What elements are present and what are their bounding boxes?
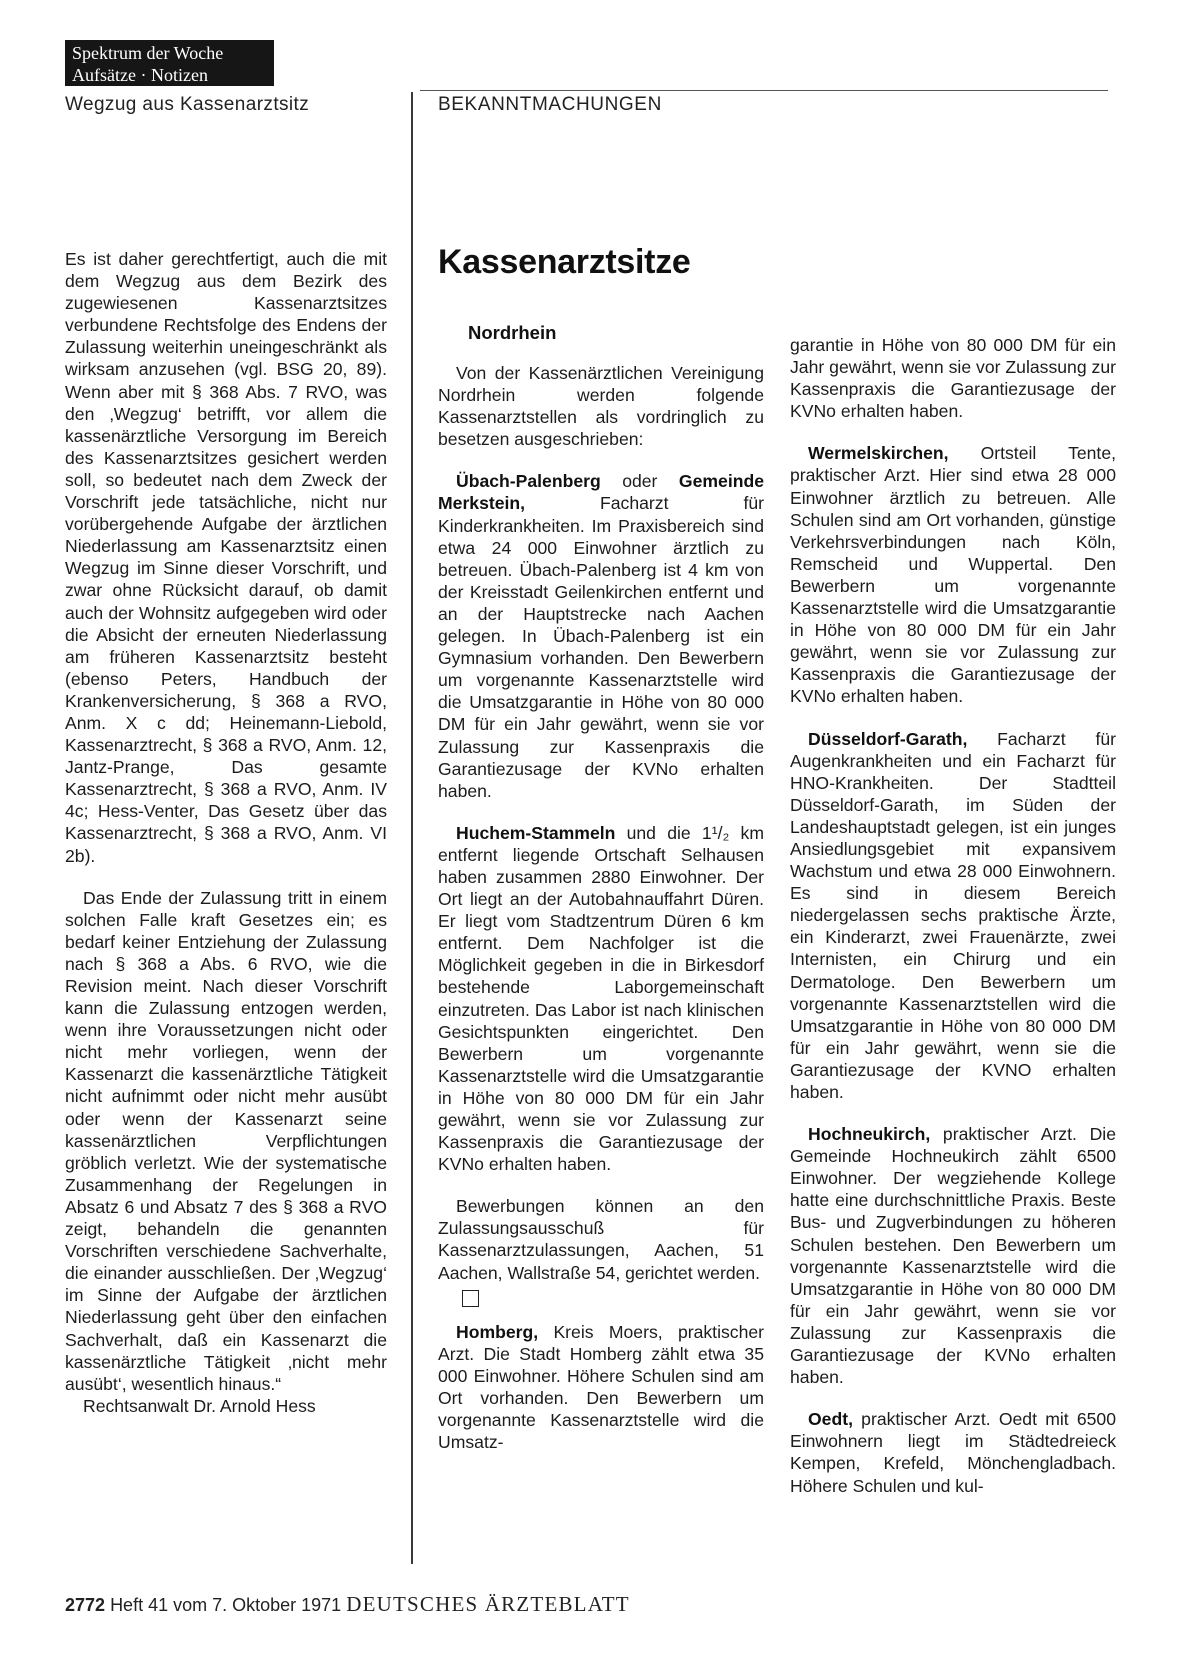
listing-text: Facharzt für Augenkrankheiten und ein Facharzt für HNO-Krankheiten. Der Stadtteil Düsseldorf-Garath, im Süden der Landeshauptstadt gelegen, ist ein junges Ansiedlungsgebiet mit expansivem Wachstum und etwa 28 000 Einwohnern. Es sind in diesem Bereich niedergelassen sechs praktische Ärzte, ein Kinderarzt, zwei Frauenärzte, zwei Internisten, ein Chirurg und ein Dermatologe. Den Bewerbern um vorgenannte Kassenarztstellen wird die Umsatzgarantie in Höhe von 80 000 DM für ein Jahr gewährt, wenn sie die Garantiezusage der KVNO erhalten haben. xyxy=(790,728,1116,1102)
listing-entry xyxy=(438,822,764,1176)
announcement-title: Kassenarztsitze xyxy=(438,243,691,281)
running-head-left: Wegzug aus Kassenarztsitz xyxy=(65,94,310,115)
article-paragraph: Das Ende der Zulassung tritt in einem solchen Falle kraft Gesetzes ein; es bedarf keiner Entziehung der Zulassung nach § 368 a Abs. 6 RVO, wie die Revision meint. Nach dieser Vorschrift kann die Zulassung entzogen werden, wenn ihre Voraussetzungen nicht oder nicht mehr vorliegen, wenn der Kassenarzt die kassenärztliche Tätigkeit nicht aufnimmt oder nicht mehr ausübt oder wenn der Kassenarzt seine kassenärztlichen Verpflichtungen gröblich verletzt. Wie der systematische Zusammenhang der Regelungen in Absatz 6 und Absatz 7 des § 368 a RVO zeigt, behandeln die genannten Vorschriften verschiedene Sachverhalte, die einander ausschließen. Der ‚Wegzug‘ im Sinne der Aufgabe der ärztlichen Niederlassung geht über den einfachen Sachverhalt, daß ein Kassenarzt die kassenärztliche Tätigkeit ‚nicht mehr ausübt‘, wesentlich hinaus.“ xyxy=(65,887,387,1394)
listing-connector: oder xyxy=(600,471,679,492)
announcement-column-1 xyxy=(438,334,764,1453)
issue-info: Heft 41 vom 7. Oktober 1971 xyxy=(110,1595,342,1615)
region-heading: Nordrhein xyxy=(468,322,557,343)
announcement-column-2 xyxy=(790,334,1116,1497)
listing-entry xyxy=(790,728,1116,1104)
section-badge xyxy=(65,40,274,86)
listing-place: Huchem-Stammeln xyxy=(456,822,616,843)
listing-text: Kreis Moers, praktischer Arzt. Die Stadt Homberg zählt etwa 35 000 Einwohner. Höhere Schulen sind am Ort vorhanden. Den Bewerbern um vorgenannte Kassenarztstelle wird die Umsatz- xyxy=(438,1321,764,1453)
listing-place: Hochneukirch, xyxy=(808,1124,931,1145)
column-divider xyxy=(411,92,413,1564)
listing-entry xyxy=(438,470,764,801)
listing-entry xyxy=(790,1408,1116,1496)
listing-text: Facharzt für Kinderkrankheiten. Im Praxisbereich sind etwa 24 000 Einwohner ärztlich zu betreuen. Übach-Palenberg ist 4 km von der Kreisstadt Geilenkirchen entfernt und an der Hauptstrecke nach Aachen gelegen. In Übach-Palenberg ist ein Gymnasium vorhanden. Den Bewerbern um vorgenannte Kassenarztstelle wird die Umsatzgarantie in Höhe von 80 000 DM für ein Jahr gewährt, wenn sie vor Zulassung zur Kassenpraxis die Garantiezusage der KVNo erhalten haben. xyxy=(438,493,764,801)
running-head-right: BEKANNTMACHUNGEN xyxy=(438,94,662,115)
listing-place-2: Gemeinde Merkstein, xyxy=(438,471,764,514)
section-separator-box xyxy=(462,1290,479,1307)
applications-paragraph: Bewerbungen können an den Zulassungsausschuß für Kassenarztzulassungen, Aachen, 51 Aachen, Wallstraße 54, gerichtet werden. xyxy=(438,1196,764,1283)
article-column xyxy=(65,248,387,1417)
listing-entry xyxy=(790,442,1116,707)
listing-entry xyxy=(790,1123,1116,1388)
listing-place: Wermelskirchen, xyxy=(808,443,949,464)
badge-line-1: Spektrum der Woche xyxy=(72,43,224,63)
badge-line-2: Aufsätze · Notizen xyxy=(72,65,208,85)
listing-place: Übach-Palenberg xyxy=(456,471,601,492)
listing-text: praktischer Arzt. Oedt mit 6500 Einwohnern liegt im Städtedreieck Kempen, Krefeld, Mönchengladbach. Höhere Schulen und kul- xyxy=(790,1409,1116,1496)
page-footer xyxy=(65,1592,630,1617)
article-signature xyxy=(65,1395,387,1417)
listing-text: praktischer Arzt. Die Gemeinde Hochneukirch zählt 6500 Einwohner. Der wegziehende Kollege hatte eine durchschnittliche Praxis. Beste Bus- und Zugverbindungen zu höheren Schulen bestehen. Den Bewerbern um vorgenannte Kassenarztstelle wird die Umsatzgarantie in Höhe von 80 000 DM für ein Jahr gewährt, wenn sie vor Zulassung zur Kassenpraxis die Garantiezusage der KVNo erhalten haben. xyxy=(790,1124,1116,1388)
page-number: 2772 xyxy=(65,1595,106,1615)
listing-entry xyxy=(438,1321,764,1454)
listing-place: Düsseldorf-Garath, xyxy=(808,728,968,749)
magazine-name: DEUTSCHES ÄRZTEBLATT xyxy=(346,1592,630,1616)
listing-place: Homberg, xyxy=(456,1321,539,1342)
listing-text: und die 1¹/₂ km entfernt liegende Ortschaft Selhausen haben zusammen 2880 Einwohner. Der Ort liegt an der Autobahnauffahrt Düren. Er liegt vom Stadtzentrum Düren 6 km entfernt. Dem Nachfolger ist die Möglichkeit gegeben in die in Birkesdorf bestehende Laborgemeinschaft einzutreten. Das Labor ist nach klinischen Gesichtspunkten eingerichtet. Den Bewerbern um vorgenannte Kassenarztstelle wird die Umsatzgarantie in Höhe von 80 000 DM für ein Jahr gewährt, wenn sie vor Zulassung zur Kassenpraxis die Garantiezusage der KVNo erhalten haben. xyxy=(438,822,764,1175)
top-rule xyxy=(420,90,1108,91)
listing-text: Ortsteil Tente, praktischer Arzt. Hier sind etwa 28 000 Einwohner ärztlich zu betreuen. Alle Schulen sind am Ort vorhanden, günstige Verkehrsverbindungen nach Köln, Remscheid und Wuppertal. Den Bewerbern um vorgenannte Kassenarztstelle wird die Umsatzgarantie in Höhe von 80 000 DM für ein Jahr gewährt, wenn sie vor Zulassung zur Kassenpraxis die Garantiezusage der KVNo erhalten haben. xyxy=(790,443,1116,707)
article-paragraph: Es ist daher gerechtfertigt, auch die mit dem Wegzug aus dem Bezirk des zugewiesenen Kassenarztsitzes verbundene Rechtsfolge des Endens der Zulassung weiterhin uneingeschränkt als wirksam anzusehen (vgl. BSG 20, 89). Wenn aber mit § 368 Abs. 7 RVO, was den ‚Wegzug‘ betrifft, vor allem die kassenärztliche Versorgung im Bereich des Kassenarztsitzes gesichert werden soll, so bedeutet nach dem Zweck der Vorschrift jede tatsächliche, nicht nur vorübergehende Aufgabe der ärztlichen Niederlassung am Kassenarztsitz einen Wegzug im Sinne dieser Vorschrift, und zwar ohne Rücksicht darauf, ob damit auch der Wohnsitz aufgegeben wird oder die Absicht der erneuten Niederlassung am früheren Kassenarztsitz besteht (ebenso Peters, Handbuch der Krankenversicherung, § 368 a RVO, Anm. X c dd; Heinemann-Liebold, Kassenarztrecht, § 368 a RVO, Anm. 12, Jantz-Prange, Das gesamte Kassenarztrecht, § 368 a RVO, Anm. IV 4c; Hess-Venter, Das Gesetz über das Kassenarztrecht, § 368 a RVO, Anm. VI 2b). xyxy=(65,249,387,866)
intro-paragraph: Von der Kassenärztlichen Vereinigung Nordrhein werden folgende Kassenarztstellen als vordringlich zu besetzen ausgeschrieben: xyxy=(438,363,764,450)
listing-place: Oedt, xyxy=(808,1409,853,1430)
listing-continuation: garantie in Höhe von 80 000 DM für ein Jahr gewährt, wenn sie vor Zulassung zur Kassenpraxis die Garantiezusage der KVNo erhalten haben. xyxy=(790,335,1116,422)
signature-text: Rechtsanwalt Dr. Arnold Hess xyxy=(83,1395,316,1416)
